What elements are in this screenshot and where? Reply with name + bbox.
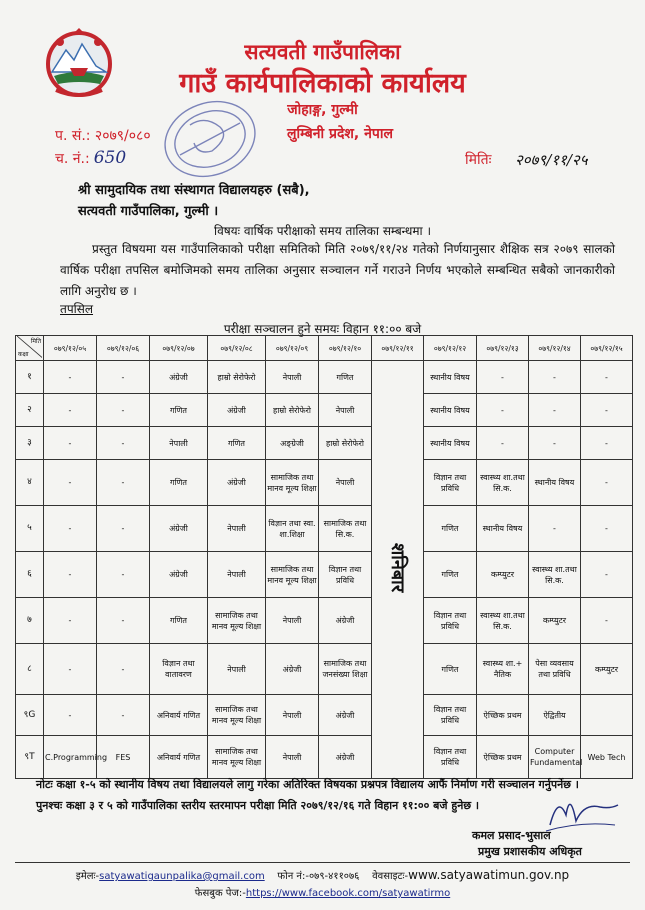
subject-cell: अंग्रेजी: [319, 736, 372, 779]
subject-cell: -: [97, 598, 150, 644]
subject-cell: -: [477, 394, 529, 427]
subject-cell: अंग्रेजी: [208, 394, 266, 427]
subject-cell: -: [44, 552, 97, 598]
date-header-cell: ०७९/१२/१२: [424, 336, 477, 361]
subject-cell: कम्प्युटर: [581, 644, 633, 695]
office-province: लुम्बिनी प्रदेश, नेपाल: [287, 126, 393, 142]
subject-cell: -: [44, 506, 97, 552]
subject-cell: गणित: [424, 552, 477, 598]
subject-cell: -: [97, 644, 150, 695]
class-cell: ४: [16, 460, 44, 506]
website-label: वेवसाइटः-: [372, 871, 409, 882]
table-row: [16, 644, 633, 695]
subject-cell: -: [97, 695, 150, 736]
letter-body: प्रस्तुत विषयमा यस गाउँपालिकाको परीक्षा समितिको मिति २०७९/११/२४ गतेको निर्णयानुसार शैक्षिक सत्र २०७९ सालको वार्षिक परीक्षा तपसिल बमोजिमको समय तालिका अनुसार सञ्चालन गर्ने गराउने निर्णय भएकोले सम्बन्धित सबैको जानकारीको लागि अनुरोध छ ।: [60, 242, 615, 298]
subject-cell: Web Tech: [581, 736, 633, 779]
class-cell: १: [16, 361, 44, 394]
class-cell: ५: [16, 506, 44, 552]
subject-cell: गणित: [150, 394, 208, 427]
subject-cell: -: [44, 460, 97, 506]
subject-cell: विज्ञान तथा स्वा. शा.शिक्षा: [266, 506, 319, 552]
subject-cell: विज्ञान तथा प्रविधि: [319, 552, 372, 598]
subject-cell: अंग्रेजी: [150, 552, 208, 598]
subject-cell: स्थानीय विषय: [477, 506, 529, 552]
subject-cell: -: [581, 427, 633, 460]
letter-subject: विषयः वार्षिक परीक्षाको समय तालिका सम्बन्धमा ।: [213, 224, 432, 238]
subject-cell: अंग्रेजी: [266, 644, 319, 695]
subject-cell: गणित: [150, 460, 208, 506]
subject-cell: ऐद्वितीय: [529, 695, 581, 736]
subject-cell: -: [581, 506, 633, 552]
subject-cell: नेपाली: [319, 460, 372, 506]
date-label: मितिः: [465, 152, 492, 168]
class-cell: ३: [16, 427, 44, 460]
table-row: [16, 460, 633, 506]
subject-cell: -: [44, 598, 97, 644]
subject-cell: सामाजिक तथा सि.क.: [319, 506, 372, 552]
subject-cell: विज्ञान तथा प्रविधि: [424, 736, 477, 779]
subject-cell: स्थानीय विषय: [529, 460, 581, 506]
subject-cell: -: [581, 394, 633, 427]
subject-cell: -: [97, 394, 150, 427]
subject-cell: गणित: [150, 598, 208, 644]
subject-cell: -: [44, 644, 97, 695]
postscript-line: पुनश्चः कक्षा ३ र ५ को गाउँपालिका स्तरीय स्तरमापन परीक्षा मिति २०७९/१२/१६ गते विहान ११:०० बजे हुनेछ ।: [36, 799, 480, 812]
table-corner-cell: [16, 336, 44, 361]
subject-cell: -: [529, 506, 581, 552]
subject-cell: अंग्रेजी: [319, 695, 372, 736]
subject-cell: [581, 695, 633, 736]
addressee-line-2: सत्यवती गाउँपालिका, गुल्मी ।: [78, 204, 219, 219]
subject-cell: -: [581, 460, 633, 506]
subject-cell: विज्ञान तथा प्रविधि: [424, 598, 477, 644]
date-header-cell: ०७९/१२/११: [372, 336, 424, 361]
date-header-cell: ०७९/१२/०६: [97, 336, 150, 361]
table-row: [16, 506, 633, 552]
office-stamp-icon: [150, 95, 260, 181]
subject-cell: सामाजिक तथा मानव मूल्य शिक्षा: [208, 598, 266, 644]
subject-cell: स्थानीय विषय: [424, 427, 477, 460]
dispatch-value: 650: [93, 148, 127, 168]
subject-cell: -: [44, 394, 97, 427]
subject-cell: -: [44, 695, 97, 736]
class-cell: २: [16, 394, 44, 427]
phone-number: फोन नं:-०७९-४११०७६: [277, 871, 360, 882]
subject-cell: पेसा व्यवसाय तथा प्रविधि: [529, 644, 581, 695]
date-value: २०७९/११/२५: [515, 151, 588, 169]
footer-facebook: [0, 885, 645, 899]
subject-cell: सामाजिक तथा मानव मूल्य शिक्षा: [266, 460, 319, 506]
class-cell: ९G: [16, 695, 44, 736]
addressee-line-1: श्री सामुदायिक तथा संस्थागत विद्यालयहरु (सबै),: [78, 183, 310, 198]
subject-cell: नेपाली: [266, 361, 319, 394]
subject-cell: नेपाली: [266, 598, 319, 644]
subject-cell: हाम्रो सेरोफेरो: [319, 427, 372, 460]
facebook-label: फेसबुक पेज:-: [194, 888, 246, 899]
table-row: [16, 394, 633, 427]
tapasil-heading: तपसिल: [60, 302, 94, 316]
subject-cell: -: [581, 598, 633, 644]
subject-cell: सामाजिक तथा मानव मूल्य शिक्षा: [266, 552, 319, 598]
subject-cell: -: [581, 361, 633, 394]
subject-cell: -: [97, 427, 150, 460]
subject-cell: अंग्रेजी: [208, 460, 266, 506]
subject-cell: नेपाली: [150, 427, 208, 460]
date-header-cell: ०७९/१२/१४: [529, 336, 581, 361]
subject-cell: स्थानीय विषय: [424, 394, 477, 427]
subject-cell: -: [477, 361, 529, 394]
subject-cell: C.Programming: [44, 736, 97, 779]
subject-cell: नेपाली: [266, 736, 319, 779]
subject-cell: गणित: [424, 506, 477, 552]
subject-cell: स्वास्थ्य शा.तथा सि.क.: [529, 552, 581, 598]
subject-cell: विज्ञान तथा प्रविधि: [424, 460, 477, 506]
subject-cell: अंग्रेजी: [319, 598, 372, 644]
subject-cell: अनिवार्य गणित: [150, 695, 208, 736]
office-location: जोहाङ्ग, गुल्मी: [287, 102, 358, 118]
subject-cell: -: [97, 361, 150, 394]
office-name: गाउँ कार्यपालिकाको कार्यालय: [179, 68, 466, 99]
subject-cell: नेपाली: [208, 552, 266, 598]
facebook-link[interactable]: https://www.facebook.com/satyawatirmo: [245, 888, 451, 899]
subject-cell: अनिवार्य गणित: [150, 736, 208, 779]
subject-cell: हाम्रो सेरोफेरो: [208, 361, 266, 394]
subject-cell: नेपाली: [208, 506, 266, 552]
subject-cell: -: [97, 460, 150, 506]
subject-cell: विज्ञान तथा वातावरण: [150, 644, 208, 695]
subject-cell: FES: [97, 736, 150, 779]
table-row: [16, 736, 633, 779]
saturday-label: शनिबार: [387, 543, 408, 593]
subject-cell: सामाजिक तथा जनसंख्या शिक्षा: [319, 644, 372, 695]
table-row: [16, 695, 633, 736]
date-header-cell: ०७९/१२/०५: [44, 336, 97, 361]
exam-schedule-table: [15, 335, 633, 779]
table-row: [16, 552, 633, 598]
date-header-cell: ०७९/१२/१३: [477, 336, 529, 361]
class-cell: ८: [16, 644, 44, 695]
class-cell: ७: [16, 598, 44, 644]
date-header-cell: ०७९/१२/१०: [319, 336, 372, 361]
table-row: [16, 427, 633, 460]
table-header-row: [16, 336, 633, 361]
subject-cell: गणित: [319, 361, 372, 394]
date-header-cell: ०७९/१२/०८: [208, 336, 266, 361]
subject-cell: नेपाली: [266, 695, 319, 736]
subject-cell: Computer Fundamental: [529, 736, 581, 779]
subject-cell: -: [529, 394, 581, 427]
signatory-name: कमल प्रसाद-भुसाल: [472, 829, 551, 842]
footer-contact: [0, 868, 645, 882]
dispatch-number: [55, 148, 126, 168]
subject-cell: ऐच्छिक प्रथम: [477, 695, 529, 736]
subject-cell: स्वास्थ्य शा.+ नैतिक: [477, 644, 529, 695]
subject-cell: -: [97, 552, 150, 598]
table-row: [16, 598, 633, 644]
reference-number: प. सं.: २०७९/०८०: [55, 128, 151, 144]
subject-cell: -: [97, 506, 150, 552]
subject-cell: सामाजिक तथा मानव मूल्य शिक्षा: [208, 695, 266, 736]
subject-cell: -: [44, 361, 97, 394]
subject-cell: गणित: [208, 427, 266, 460]
signatory-title: प्रमुख प्रशासकीय अधिकृत: [478, 845, 582, 858]
subject-cell: कम्प्युटर: [477, 552, 529, 598]
note-line: नोटः कक्षा १-५ को स्थानीय विषय तथा विद्यालयले लागु गरेका अतिरिक्त विषयका प्रश्नपत्र विद्यालय आफैं निर्माण गरी सञ्चालन गर्नुपर्नेछ ।: [36, 778, 579, 791]
footer-divider: [15, 862, 630, 863]
subject-cell: विज्ञान तथा प्रविधि: [424, 695, 477, 736]
subject-cell: सामाजिक तथा मानव मूल्य शिक्षा: [208, 736, 266, 779]
subject-cell: अंग्रेजी: [150, 506, 208, 552]
table-row: [16, 361, 633, 394]
subject-cell: अंग्रेजी: [150, 361, 208, 394]
subject-cell: हाम्रो सेरोफेरो: [266, 394, 319, 427]
subject-cell: -: [529, 361, 581, 394]
municipality-name: सत्यवती गाउँपालिका: [244, 40, 401, 64]
date-header-cell: ०७९/१२/०७: [150, 336, 208, 361]
email-label: इमेलः-: [75, 871, 100, 882]
subject-cell: अङ्ग्रेजी: [266, 427, 319, 460]
subject-cell: -: [44, 427, 97, 460]
subject-cell: कम्प्युटर: [529, 598, 581, 644]
date-header-cell: ०७९/१२/०९: [266, 336, 319, 361]
corner-class-label: कक्षा: [18, 351, 29, 358]
dispatch-label: च. नं.:: [55, 151, 90, 167]
subject-cell: स्वास्थ्य शा.तथा सि.क.: [477, 598, 529, 644]
class-cell: ९T: [16, 736, 44, 779]
email-link[interactable]: satyawatigaunpalika@gmail.com: [99, 871, 265, 882]
subject-cell: नेपाली: [319, 394, 372, 427]
class-cell: ६: [16, 552, 44, 598]
date-header-cell: ०७९/१२/१५: [581, 336, 633, 361]
table-title: परीक्षा सञ्चालन हुने समयः विहान ११:०० बजे: [223, 322, 422, 336]
website-link[interactable]: www.satyawatimun.gov.np: [408, 868, 570, 882]
subject-cell: ऐच्छिक प्रथम: [477, 736, 529, 779]
subject-cell: गणित: [424, 644, 477, 695]
subject-cell: नेपाली: [208, 644, 266, 695]
subject-cell: स्थानीय विषय: [424, 361, 477, 394]
subject-cell: -: [529, 427, 581, 460]
saturday-cell: [372, 361, 424, 779]
subject-cell: -: [477, 427, 529, 460]
subject-cell: स्वास्थ्य शा.तथा सि.क.: [477, 460, 529, 506]
corner-date-label: मिति: [30, 338, 41, 345]
subject-cell: -: [581, 552, 633, 598]
